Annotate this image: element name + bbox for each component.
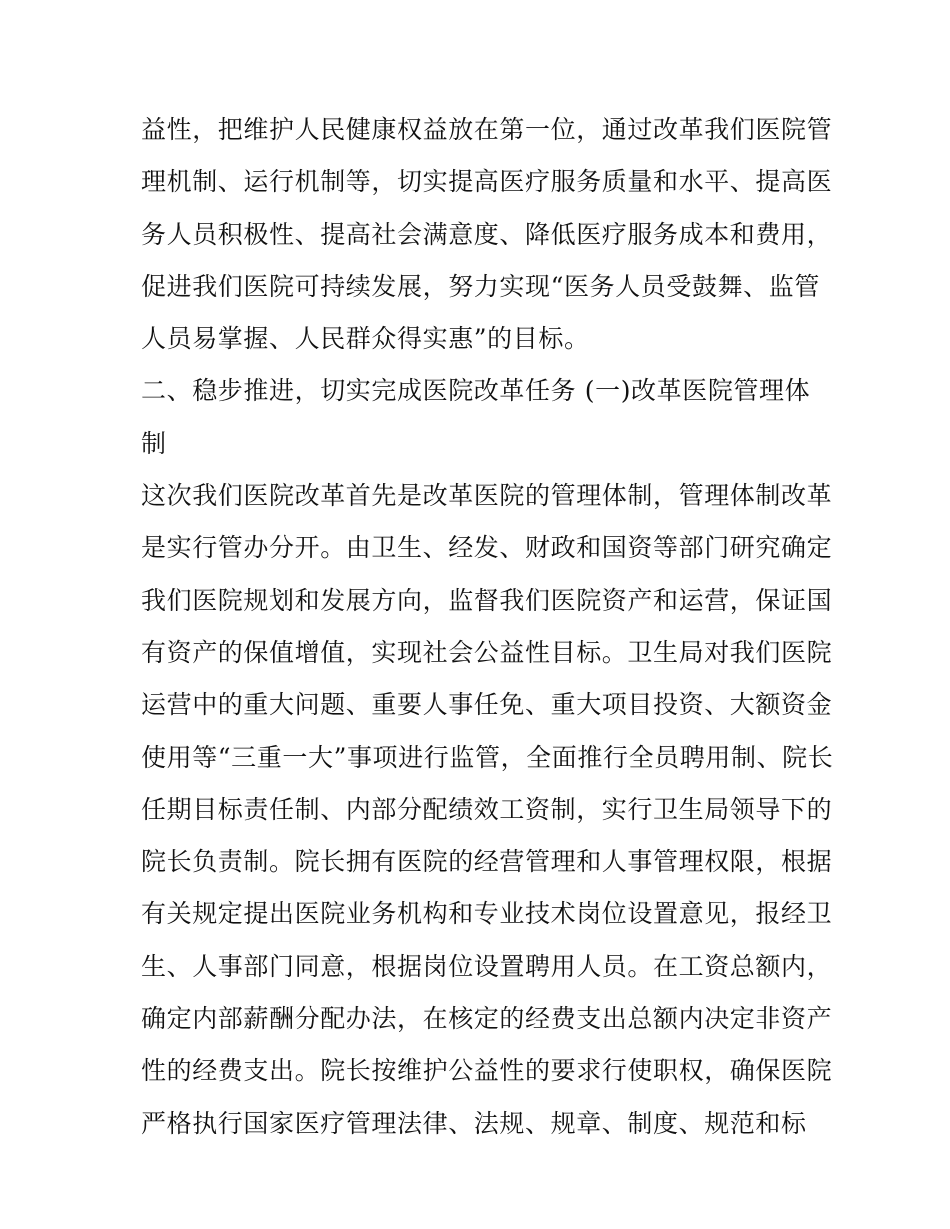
text-line-4: 促进我们医院可持续发展，努力实现“医务人员受鼓舞、监管 bbox=[141, 271, 820, 301]
text-line-13: 使用等“三重一大”事项进行监管，全面推行全员聘用制、院长 bbox=[141, 742, 834, 772]
text-line-9: 是实行管办分开。由卫生、经发、财政和国资等部门研究确定 bbox=[141, 533, 833, 563]
section-heading-line-2: 制 bbox=[141, 428, 167, 458]
text-line-17: 生、人事部门同意，根据岗位设置聘用人员。在工资总额内， bbox=[141, 951, 833, 981]
text-line-11: 有资产的保值增值，实现社会公益性目标。卫生局对我们医院 bbox=[141, 637, 833, 667]
text-line-1: 益性，把维护人民健康权益放在第一位，通过改革我们医院管 bbox=[141, 115, 833, 144]
text-line-16: 有关规定提出医院业务机构和专业技术岗位设置意见，报经卫 bbox=[141, 899, 833, 929]
text-line-20: 严格执行国家医疗管理法律、法规、规章、制度、规范和标 bbox=[141, 1108, 807, 1138]
text-line-10: 我们医院规划和发展方向，监督我们医院资产和运营，保证国 bbox=[141, 585, 833, 615]
text-line-19: 性的经费支出。院长按维护公益性的要求行使职权，确保医院 bbox=[141, 1056, 833, 1086]
text-line-18: 确定内部薪酬分配办法，在核定的经费支出总额内决定非资产 bbox=[141, 1004, 833, 1034]
body-text bbox=[141, 104, 834, 1150]
text-line-12: 运营中的重大问题、重要人事任免、重大项目投资、大额资金 bbox=[141, 690, 833, 720]
section-heading-line-1: 二、稳步推进，切实完成医院改革任务 (一)改革医院管理体 bbox=[141, 376, 811, 406]
text-line-8: 这次我们医院改革首先是改革医院的管理体制，管理体制改革 bbox=[141, 481, 833, 511]
text-line-15: 院长负责制。院长拥有医院的经营管理和人事管理权限，根据 bbox=[141, 847, 833, 877]
text-line-14: 任期目标责任制、内部分配绩效工资制，实行卫生局领导下的 bbox=[141, 794, 833, 824]
text-line-2: 理机制、运行机制等，切实提高医疗服务质量和水平、提高医 bbox=[141, 167, 833, 197]
text-line-5: 人员易掌握、人民群众得实惠”的目标。 bbox=[141, 324, 590, 354]
text-line-3: 务人员积极性、提高社会满意度、降低医疗服务成本和费用， bbox=[141, 219, 833, 249]
